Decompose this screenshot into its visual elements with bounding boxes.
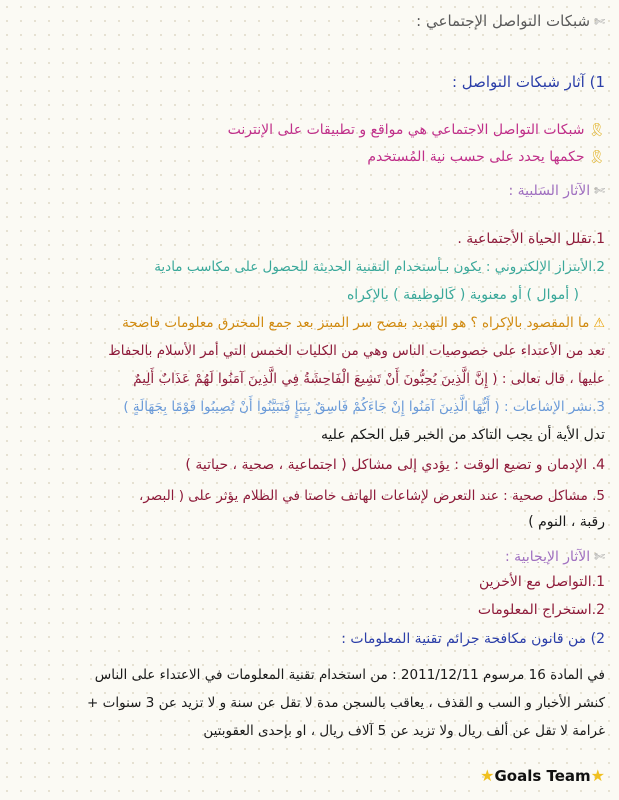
ribbon-icon: 🎗 <box>588 150 605 165</box>
section2-heading: 2) من قانون مكافحة جرائم تقنية المعلومات : <box>341 631 605 647</box>
positive-item-2: 2.استخراج المعلومات <box>477 602 605 618</box>
paragraph-line: عليها ، قال تعالى : ( إِنَّ الَّذِينَ يُحِبُّونَ أَنْ تَشِيعَ الْفَاحِشَةُ فِي الَّذِينَ آمَنُوا لَهُمْ عَذَابٌ أَلِيمٌ <box>133 371 605 387</box>
law-line: كنشر الأخبار و السب و القذف ، يعاقب بالسجن مدة لا تقل عن سنة و لا تزيد عن 3 سنوات + <box>87 695 605 711</box>
star-icon: ★ <box>590 766 605 785</box>
positive-heading: ✄الآثار الإيجابية : <box>505 547 605 568</box>
positive-item-1: 1.التواصل مع الأخرين <box>478 574 605 590</box>
star-icon: ★ <box>480 766 495 785</box>
negative-item-3: 3.نشر الإشاعات : ( أَيُّهَا الَّذِينَ آمَنُوا إِنْ جَاءَكُمْ فَاسِقٌ بِنَبَإٍ فَتَبَيَّنُوا أَنْ تُصِيبُوا قَوْمًا بِجَهَالَةٍ ) <box>123 399 605 415</box>
negative-item-5: 5. مشاكل صحية : عند التعرض لإشاعات الهاتف خاصتا في الظلام يؤثر على ( البصر، <box>138 488 605 504</box>
paperclip-icon: ✄ <box>594 15 605 30</box>
warning-icon: ⚠ <box>593 316 605 331</box>
negative-heading: ✄الآثار السَلبية : <box>508 181 605 202</box>
negative-item-1: 1.تقلل الحياة الأجتماعية . <box>457 231 605 247</box>
bullet-item: 🎗حكمها يحدد على حسب نية المُستخدم <box>367 147 605 168</box>
law-line: في المادة 16 مرسوم 2011/12/11 : من استخدام تقنية المعلومات في الاعتداء على الناس <box>94 667 605 683</box>
paperclip-icon: ✄ <box>594 184 605 199</box>
paragraph-line: تعد من الأعتداء على خصوصيات الناس وهي من الكليات الخمس التي أمر الأسلام بالحفاظ <box>108 343 605 359</box>
page-title: ✄شبكات التواصل الإجتماعي : <box>416 11 605 33</box>
negative-item-4: 4. الإدمان و تضيع الوقت : يؤدي إلى مشاكل ( اجتماعية ، صحية ، حياتية ) <box>185 457 605 473</box>
section1-heading: 1) آثار شبكات التواصل : <box>451 73 605 91</box>
negative-item-3-cont: تدل الأية أن يجب التاكد من الخبر قبل الحكم عليه <box>320 427 605 443</box>
ribbon-icon: 🎗 <box>588 123 605 138</box>
footer-team: ★Goals Team★ <box>480 766 605 785</box>
law-line: غرامة لا تقل عن ألف ريال ولا تزيد عن 5 آلاف ريال ، او بإحدى العقوبتين <box>203 723 605 739</box>
negative-item-2-cont: ( أموال ) أو معنوية ( كَالوظيفة ) بالإكراه <box>346 287 579 303</box>
negative-item-2: 2.الأبتزاز الإلكتروني : يكون بـأستخدام التقنية الحديثة للحصول على مكاسب مادية <box>154 259 605 275</box>
negative-item-5-cont: رقبة ، النوم ) <box>528 514 605 530</box>
paperclip-icon: ✄ <box>594 550 605 565</box>
bullet-item: 🎗شبكات التواصل الاجتماعي هي مواقع و تطبيقات على الإنترنت <box>228 120 605 141</box>
question-line: ⚠ما المقصود بالإكراه ؟ هو التهديد بفضح سر المبتز بعد جمع المخترق معلومات فاضحة <box>14 313 605 334</box>
